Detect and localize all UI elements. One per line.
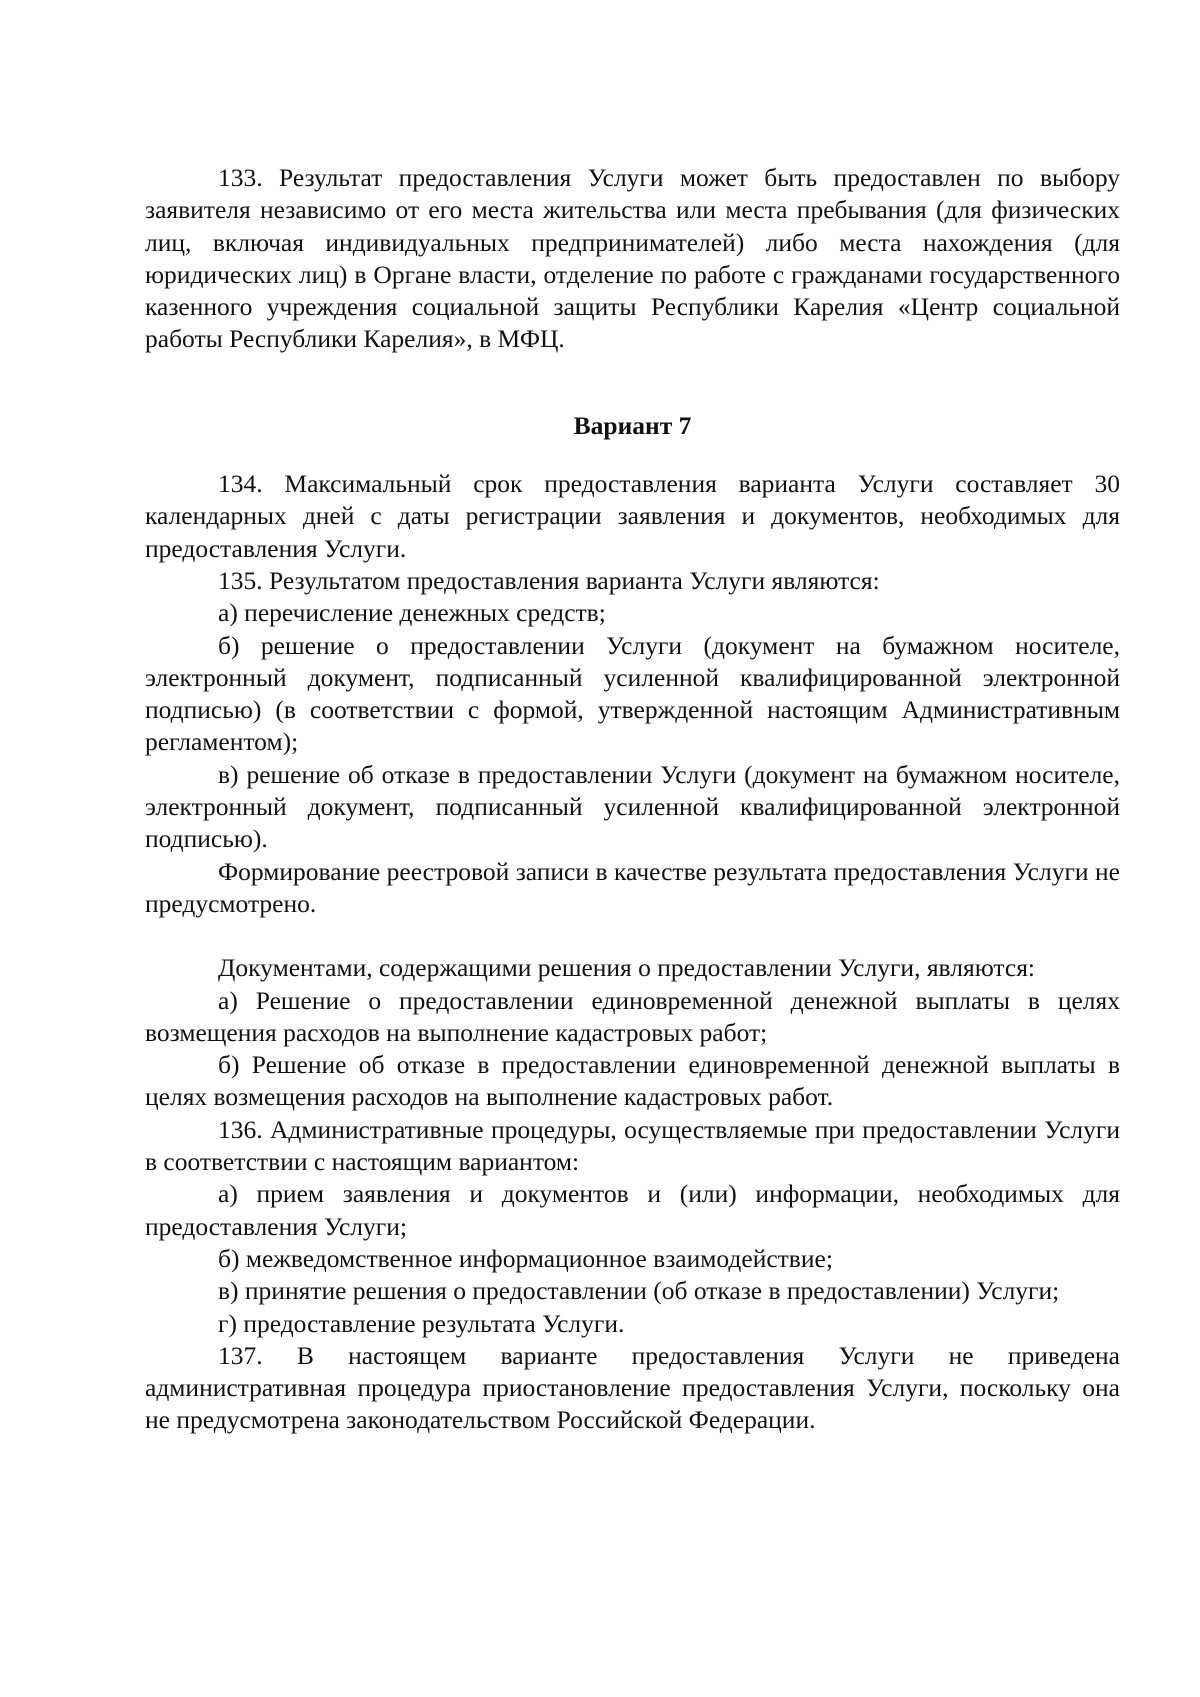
paragraph-136-b: б) межведомственное информационное взаимодействие; [218, 1243, 833, 1273]
paragraph-134: 134. Максимальный срок предоставления варианта Услуги составляет 30 календарных дней с даты регистрации заявления и документов, необходимых для предоставления Услуги. [145, 469, 1120, 563]
section-heading: Вариант 7 [573, 410, 692, 440]
paragraph-135-v: в) решение об отказе в предоставлении Услуги (документ на бумажном носителе, электронный документ, подписанный усиленной квалифицированной электронной подписью). [145, 759, 1120, 854]
paragraph-137: 137. В настоящем варианте предоставления Услуги не приведена административная процедура приостановление предоставления Услуги, поскольку она не предусмотрена законодательством Российской Федерации. [145, 1340, 1120, 1435]
paragraph-docs-a: а) Решение о предоставлении единовременной денежной выплаты в целях возмещения расходов на выполнение кадастровых работ; [145, 985, 1120, 1047]
paragraph-136-a: а) прием заявления и документов и (или) информации, необходимых для предоставления Услуги; [145, 1179, 1120, 1241]
paragraph-136-g: г) предоставление результата Услуги. [218, 1308, 625, 1338]
paragraph-docs-intro: Документами, содержащими решения о предоставлении Услуги, являются: [218, 953, 1036, 983]
paragraph-135-registry: Формирование реестровой записи в качестве результата предоставления Услуги не предусмотрено. [145, 856, 1120, 918]
paragraph-docs-b: б) Решение об отказе в предоставлении единовременной денежной выплаты в целях возмещения расходов на выполнение кадастровых работ. [145, 1050, 1120, 1112]
paragraph-135-a: а) перечисление денежных средств; [218, 598, 606, 628]
document-page [145, 162, 1120, 1437]
paragraph-133: 133. Результат предоставления Услуги может быть предоставлен по выбору заявителя независимо от его места жительства или места пребывания (для физических лиц, включая индивидуальных предпринимателей) либо места нахождения (для юридических лиц) в Органе власти, отделение по работе с гражданами государственного казенного учреждения социальной защиты Республики Карелия «Центр социальной работы Республики Карелия», в МФЦ. [145, 163, 1120, 354]
paragraph-136: 136. Административные процедуры, осуществляемые при предоставлении Услуги в соответствии с настоящим вариантом: [145, 1114, 1120, 1177]
paragraph-135: 135. Результатом предоставления варианта Услуги являются: [218, 565, 880, 595]
paragraph-135-b: б) решение о предоставлении Услуги (документ на бумажном носителе, электронный документ, подписанный усиленной квалифицированной электронной подписью) (в соответствии с формой, утвержденной настоящим Административным регламентом); [145, 630, 1120, 757]
paragraph-136-v: в) принятие решения о предоставлении (об отказе в предоставлении) Услуги; [218, 1276, 1060, 1306]
